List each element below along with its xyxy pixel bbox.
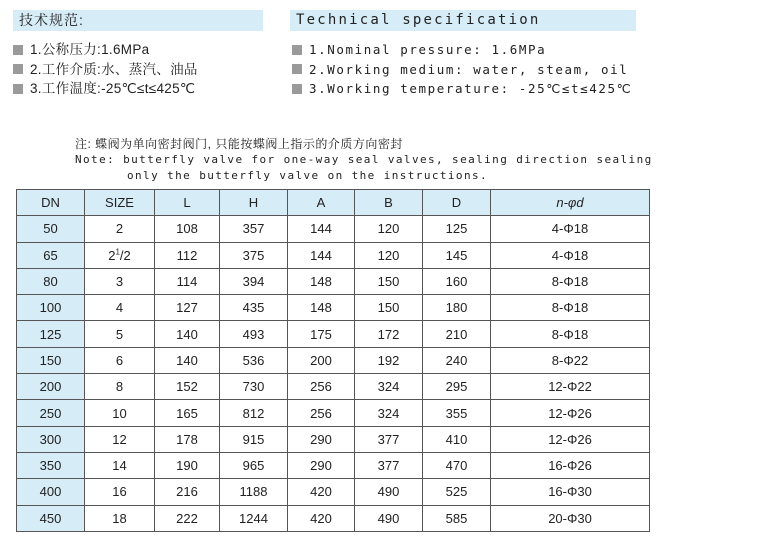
cell-l: 216 — [155, 479, 220, 505]
cell-a: 420 — [288, 505, 355, 531]
cell-nd: 4-Φ18 — [491, 242, 650, 268]
cell-l: 178 — [155, 426, 220, 452]
table-row — [17, 505, 650, 531]
cell-d: 470 — [423, 452, 491, 478]
spec-list-cn — [13, 40, 198, 99]
cell-dn: 350 — [17, 452, 85, 478]
table-row — [17, 295, 650, 321]
col-header-d: D — [423, 190, 491, 216]
cell-l: 222 — [155, 505, 220, 531]
cell-d: 355 — [423, 400, 491, 426]
cell-size: 3 — [85, 268, 155, 294]
cell-b: 172 — [355, 321, 423, 347]
cell-a: 256 — [288, 400, 355, 426]
cell-nd: 8-Φ22 — [491, 347, 650, 373]
size-whole: 2 — [108, 247, 116, 263]
cell-size: 8 — [85, 374, 155, 400]
col-header-b: B — [355, 190, 423, 216]
cell-h: 375 — [220, 242, 288, 268]
cell-d: 145 — [423, 242, 491, 268]
square-bullet-icon — [292, 64, 302, 74]
cell-a: 175 — [288, 321, 355, 347]
cell-nd: 8-Φ18 — [491, 268, 650, 294]
cell-b: 324 — [355, 400, 423, 426]
table-row — [17, 242, 650, 268]
spec-list-en — [292, 40, 632, 99]
cell-b: 490 — [355, 505, 423, 531]
spec-title-cn: 技术规范: — [13, 10, 263, 31]
cell-nd: 12-Φ26 — [491, 400, 650, 426]
cell-l: 165 — [155, 400, 220, 426]
cell-a: 200 — [288, 347, 355, 373]
cell-a: 290 — [288, 452, 355, 478]
cell-size: 12 — [85, 426, 155, 452]
cell-h: 812 — [220, 400, 288, 426]
cell-h: 357 — [220, 216, 288, 242]
cell-d: 210 — [423, 321, 491, 347]
note-block — [75, 136, 653, 184]
cell-size: 14 — [85, 452, 155, 478]
cell-b: 377 — [355, 426, 423, 452]
cell-d: 160 — [423, 268, 491, 294]
cell-size: 16 — [85, 479, 155, 505]
table-row — [17, 347, 650, 373]
table-row — [17, 452, 650, 478]
note-en-line1: Note: butterfly valve for one-way seal valves, sealing direction sealing — [75, 153, 653, 166]
cell-d: 525 — [423, 479, 491, 505]
cell-dn: 50 — [17, 216, 85, 242]
col-header-h: H — [220, 190, 288, 216]
cell-nd: 12-Φ26 — [491, 426, 650, 452]
cell-size: 5 — [85, 321, 155, 347]
size-fraction-denominator: /2 — [119, 247, 131, 263]
cell-nd: 16-Φ26 — [491, 452, 650, 478]
cell-nd: 8-Φ18 — [491, 321, 650, 347]
cell-h: 1244 — [220, 505, 288, 531]
table-row — [17, 268, 650, 294]
square-bullet-icon — [292, 84, 302, 94]
cell-b: 150 — [355, 295, 423, 321]
col-header-n-phi-d: n-φd — [491, 190, 650, 216]
cell-b: 377 — [355, 452, 423, 478]
cell-size — [85, 242, 155, 268]
col-header-l: L — [155, 190, 220, 216]
cell-l: 152 — [155, 374, 220, 400]
cell-dn: 150 — [17, 347, 85, 373]
cell-d: 295 — [423, 374, 491, 400]
note-en-line2: only the butterfly valve on the instructions. — [127, 169, 489, 182]
cell-nd: 4-Φ18 — [491, 216, 650, 242]
cell-size: 2 — [85, 216, 155, 242]
table-body — [17, 216, 650, 532]
dimension-table — [16, 189, 650, 532]
cell-dn: 300 — [17, 426, 85, 452]
cell-l: 140 — [155, 347, 220, 373]
cell-a: 256 — [288, 374, 355, 400]
cell-dn: 400 — [17, 479, 85, 505]
col-header-dn: DN — [17, 190, 85, 216]
col-header-a: A — [288, 190, 355, 216]
square-bullet-icon — [13, 84, 23, 94]
cell-a: 148 — [288, 268, 355, 294]
cell-nd: 8-Φ18 — [491, 295, 650, 321]
square-bullet-icon — [13, 64, 23, 74]
cell-h: 965 — [220, 452, 288, 478]
cell-l: 114 — [155, 268, 220, 294]
cell-a: 148 — [288, 295, 355, 321]
cell-l: 140 — [155, 321, 220, 347]
cell-d: 180 — [423, 295, 491, 321]
cell-size: 18 — [85, 505, 155, 531]
cell-dn: 80 — [17, 268, 85, 294]
cell-d: 585 — [423, 505, 491, 531]
cell-dn: 450 — [17, 505, 85, 531]
table-row — [17, 479, 650, 505]
cell-h: 915 — [220, 426, 288, 452]
spec-item-pressure-cn: 1.公称压力:1.6MPa — [13, 40, 198, 60]
cell-a: 144 — [288, 242, 355, 268]
table-header-row — [17, 190, 650, 216]
table-row — [17, 321, 650, 347]
spec-item-temperature-cn: 3.工作温度:-25℃≤t≤425℃ — [13, 79, 198, 99]
cell-a: 144 — [288, 216, 355, 242]
cell-size: 4 — [85, 295, 155, 321]
cell-h: 493 — [220, 321, 288, 347]
spec-item-medium-en: 2.Working medium: water, steam, oil — [292, 60, 632, 80]
cell-nd: 20-Φ30 — [491, 505, 650, 531]
cell-l: 108 — [155, 216, 220, 242]
cell-l: 127 — [155, 295, 220, 321]
table-row — [17, 374, 650, 400]
cell-l: 112 — [155, 242, 220, 268]
cell-nd: 16-Φ30 — [491, 479, 650, 505]
cell-h: 394 — [220, 268, 288, 294]
square-bullet-icon — [292, 45, 302, 55]
cell-b: 490 — [355, 479, 423, 505]
cell-size: 10 — [85, 400, 155, 426]
cell-dn: 250 — [17, 400, 85, 426]
cell-dn: 65 — [17, 242, 85, 268]
size-fraction-numerator: 1 — [115, 247, 120, 257]
cell-h: 1188 — [220, 479, 288, 505]
cell-nd: 12-Φ22 — [491, 374, 650, 400]
square-bullet-icon — [13, 45, 23, 55]
cell-size: 6 — [85, 347, 155, 373]
cell-d: 410 — [423, 426, 491, 452]
cell-dn: 125 — [17, 321, 85, 347]
table-row — [17, 426, 650, 452]
spec-item-temperature-en: 3.Working temperature: -25℃≤t≤425℃ — [292, 79, 632, 99]
cell-dn: 200 — [17, 374, 85, 400]
col-header-size: SIZE — [85, 190, 155, 216]
cell-b: 150 — [355, 268, 423, 294]
note-cn: 注: 蝶阀为单向密封阀门, 只能按蝶阀上指示的介质方向密封 — [75, 137, 403, 151]
cell-b: 120 — [355, 216, 423, 242]
cell-l: 190 — [155, 452, 220, 478]
cell-b: 120 — [355, 242, 423, 268]
table-row — [17, 400, 650, 426]
spec-item-pressure-en: 1.Nominal pressure: 1.6MPa — [292, 40, 632, 60]
cell-d: 125 — [423, 216, 491, 242]
cell-h: 536 — [220, 347, 288, 373]
spec-item-medium-cn: 2.工作介质:水、蒸汽、油品 — [13, 60, 198, 80]
cell-a: 290 — [288, 426, 355, 452]
cell-h: 435 — [220, 295, 288, 321]
cell-a: 420 — [288, 479, 355, 505]
cell-dn: 100 — [17, 295, 85, 321]
table-row — [17, 216, 650, 242]
cell-h: 730 — [220, 374, 288, 400]
cell-b: 192 — [355, 347, 423, 373]
cell-d: 240 — [423, 347, 491, 373]
spec-title-en: Technical specification — [290, 10, 636, 31]
cell-b: 324 — [355, 374, 423, 400]
